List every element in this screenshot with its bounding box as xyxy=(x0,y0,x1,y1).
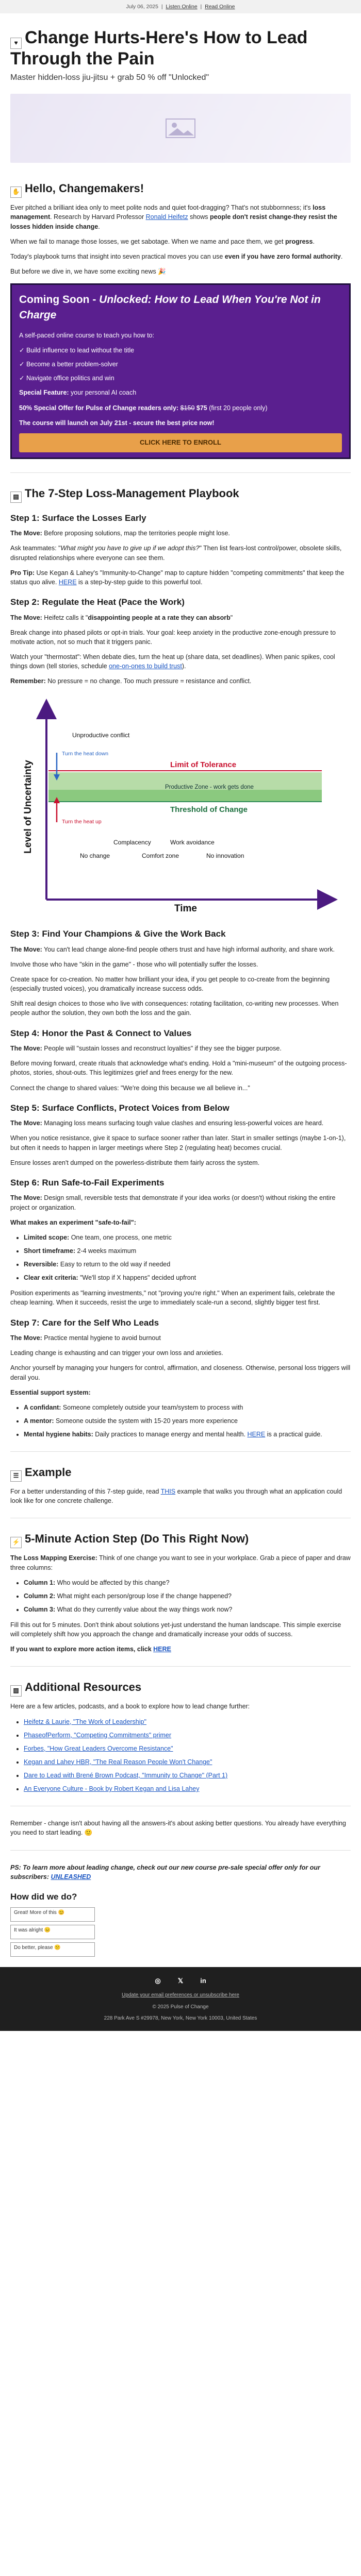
step-1-tip: Pro Tip: Use Kegan & Lahey's "Immunity-to-Change" map to capture hidden "competing commitments" that keep the status quo alive. HERE is a step-by-step guide to this powerful tool. xyxy=(10,569,344,586)
intro-heading: ✋ Hello, Changemakers! xyxy=(10,180,351,198)
step-2-heading: Step 2: Regulate the Heat (Pace the Work) xyxy=(10,597,185,607)
resource-link[interactable]: Dare to Lead with Brené Brown Podcast, "Immunity to Change" (Part 1) xyxy=(24,1772,228,1780)
intro-paragraph-3: Today's playbook turns that insight into seven practical moves you can use even if you have zero formal authority. xyxy=(10,252,343,260)
step-2-thermostat: Watch your "thermostat": When debate dies, turn the heat up (share data, set deadlines). When panic spikes, cool things down (tell stories, schedule one-on-ones to build trust). xyxy=(10,653,335,670)
action-paragraph: The Loss Mapping Exercise: Think of one change you want to see in your workplace. Grab a piece of paper and draw three columns: xyxy=(10,1554,351,1571)
step-3-paragraph: Involve those who have "skin in the game" - those who will potentially suffer the losses. xyxy=(10,960,258,968)
threshold-label: Threshold of Change xyxy=(170,805,248,815)
step-2-move: The Move: Heifetz calls it "disappointing people at a rate they can absorb" xyxy=(10,614,233,621)
step-7-paragraph: Anchor yourself by managing your hungers for control, affirmation, and closeness. Otherwise, personal loss triggers will derail you. xyxy=(10,1364,351,1381)
step-7-heading: Step 7: Care for the Self Who Leads xyxy=(10,1317,159,1328)
promo-special-feature: Special Feature: your personal AI coach xyxy=(19,389,137,397)
list-item xyxy=(24,1731,351,1740)
productive-zone-diagram xyxy=(10,696,351,912)
resource-link[interactable]: An Everyone Culture - Book by Robert Kegan and Lisa Lahey xyxy=(24,1785,200,1793)
step-7-move: The Move: Practice mental hygiene to avoid burnout xyxy=(10,1334,161,1342)
comfort-zone-label: Comfort zone xyxy=(142,852,179,860)
step-3-paragraph: Shift real design choices to those who live with consequences: rotating facilitation, co-writing new processes. When people author the solution, they own both the loss and the gain. xyxy=(10,1000,339,1017)
promo-launch: The course will launch on July 21st - secure the best price now! xyxy=(19,419,215,427)
copyright: © 2025 Pulse of Change xyxy=(152,2004,209,2010)
no-change-label: No change xyxy=(80,852,110,860)
step-4-paragraph: Before moving forward, create rituals that acknowledge what's ending. Hold a "mini-museum" of the outgoing process-photos, stories, shout-outs. This legitimizes grief and frees energy for the new. xyxy=(10,1060,347,1077)
page-subtitle: Master hidden-loss jiu-jitsu + grab 50 % off "Unlocked" xyxy=(10,73,209,82)
step-3-move: The Move: You can't lead change alone-find people others trust and have high informal authority, and share work. xyxy=(10,945,335,953)
step-7-support: Essential support system: xyxy=(10,1388,91,1396)
feedback-heading: How did we do? xyxy=(10,1891,77,1902)
linkedin-icon[interactable]: in xyxy=(200,1977,206,1985)
safe-to-fail-list xyxy=(10,1233,351,1283)
unproductive-label: Unproductive conflict xyxy=(72,732,130,739)
ps-paragraph: PS: To learn more about leading change, check out our new course pre-sale special offer only for our subscribers: UNLEASHED xyxy=(10,1863,320,1880)
list-item: • Clear exit criteria: "We'll stop if X happens" decided upfront xyxy=(24,1273,351,1282)
one-on-ones-link[interactable]: one-on-ones to build trust xyxy=(109,663,182,670)
heart-icon: ♥ xyxy=(10,38,22,49)
action-paragraph-2: Fill this out for 5 minutes. Don't think about solutions yet-just understand the human landscape. This simple exercise will completely shift how you approach the change and dramatically increase your odds of success. xyxy=(10,1621,341,1638)
promo-benefit: ✓ Build influence to lead without the title xyxy=(19,347,135,354)
x-axis-label: Time xyxy=(174,903,198,913)
promo-benefit: ✓ Become a better problem-solver xyxy=(19,361,118,368)
step-1-ask: Ask teammates: "What might you have to give up if we adopt this?" Then list fears-lost control/power, obsolete skills, disrupted relationships where everyone can see them. xyxy=(10,545,342,562)
productive-zone-lower xyxy=(48,790,322,801)
list-item: • Short timeframe: 2-4 weeks maximum xyxy=(24,1246,351,1256)
step-1-heading: Step 1: Surface the Losses Early xyxy=(10,513,146,523)
columns-list xyxy=(10,1578,351,1614)
divider xyxy=(10,1850,351,1851)
heat-down-label: Turn the heat down xyxy=(62,751,109,757)
feedback-option-alright[interactable]: It was alright 😐 xyxy=(10,1925,95,1939)
immunity-guide-link[interactable]: HERE xyxy=(58,578,77,586)
intro-paragraph-2: When we fail to manage those losses, we get sabotage. When we name and pace them, we get progress. xyxy=(10,238,315,245)
support-system-list xyxy=(10,1403,351,1439)
intro-paragraph-4: But before we dive in, we have some exciting news 🎉 xyxy=(10,267,166,275)
promo-intro: A self-paced online course to teach you how to: xyxy=(19,331,154,339)
step-2-remember: Remember: No pressure = no change. Too much pressure = resistance and conflict. xyxy=(10,677,252,685)
separator: | xyxy=(161,4,163,10)
step-5-paragraph: When you notice resistance, give it space to surface sooner rather than later. Start in smaller settings (maybe 1-on-1), but often it needs to happen in larger meetings where Step 2 (regulating heat) becomes crucial. xyxy=(10,1134,346,1151)
course-promo-callout xyxy=(10,283,351,459)
promo-heading: Coming Soon - Unlocked: How to Lead When You're Not in Charge xyxy=(19,294,321,321)
limit-label: Limit of Tolerance xyxy=(170,760,237,770)
example-paragraph: For a better understanding of this 7-step guide, read THIS example that walks you through what an application could look like for one concrete challenge. xyxy=(10,1488,342,1505)
mailing-address: 228 Park Ave S #29978, New York, New York 10003, United States xyxy=(104,2015,257,2022)
list-item: • A mentor: Someone outside the system with 15-20 years more experience xyxy=(24,1416,351,1426)
x-icon[interactable]: 𝕏 xyxy=(177,1977,184,1985)
list-item: • Mental hygiene habits: Daily practices to manage energy and mental health. HERE is a practical guide. xyxy=(24,1430,351,1439)
list-item: • Column 2: What might each person/group lose if the change happened? xyxy=(24,1591,351,1601)
list-item: • Limited scope: One team, one process, one metric xyxy=(24,1233,351,1242)
list-item: • A confidant: Someone completely outside your team/system to process with xyxy=(24,1403,351,1412)
mental-hygiene-link[interactable]: HERE xyxy=(247,1431,266,1438)
step-5-paragraph: Ensure losses aren't dumped on the powerless-distribute them fairly across the system. xyxy=(10,1159,260,1166)
step-6-heading: Step 6: Run Safe-to-Fail Experiments xyxy=(10,1177,165,1188)
list-item xyxy=(24,1744,351,1753)
resources-list xyxy=(10,1717,351,1794)
unleashed-link[interactable]: UNLEASHED xyxy=(51,1873,91,1880)
step-2-paragraph: Break change into phased pilots or opt-in trials. Your goal: keep anxiety in the productive zone-enough pressure to motivate action, not so much that it triggers panic. xyxy=(10,629,336,646)
step-4-paragraph: Connect the change to shared values: "We're doing this because we all believe in..." xyxy=(10,1084,250,1092)
listen-online-link[interactable]: Listen Online xyxy=(166,4,198,10)
step-7-paragraph: Leading change is exhausting and can trigger your own loss and anxieties. xyxy=(10,1349,223,1357)
list-item xyxy=(24,1784,351,1793)
lightning-icon: ⚡ xyxy=(10,1537,22,1548)
divider xyxy=(10,472,351,473)
action-heading: ⚡ 5-Minute Action Step (Do This Right Now) xyxy=(10,1531,351,1548)
resources-intro: Here are a few articles, podcasts, and a book to explore how to lead change further: xyxy=(10,1703,250,1710)
email-preferences-link[interactable]: Update your email preferences or unsubscribe here xyxy=(122,1992,239,1998)
resource-link[interactable]: PhaseofPerform, "Competing Commitments" primer xyxy=(24,1731,172,1739)
adaptive-change-diagram xyxy=(10,696,351,916)
example-link[interactable]: THIS xyxy=(160,1488,176,1496)
hero-banner xyxy=(10,94,351,163)
list-item: • Column 3: What do they currently value about the way things work now? xyxy=(24,1605,351,1614)
action-items-link[interactable]: HERE xyxy=(153,1646,171,1653)
separator: | xyxy=(200,4,202,10)
book-icon: ▤ xyxy=(10,492,22,503)
footer xyxy=(0,1967,361,2031)
resource-link[interactable]: Forbes, "How Great Leaders Overcome Resistance" xyxy=(24,1744,173,1752)
feedback-option-better[interactable]: Do better, please 😕 xyxy=(10,1942,95,1957)
heifetz-link[interactable]: Ronald Heifetz xyxy=(145,213,188,221)
promo-benefit: ✓ Navigate office politics and win xyxy=(19,375,114,382)
divider xyxy=(10,1451,351,1452)
work-avoidance-label: Work avoidance xyxy=(170,839,215,846)
remember-paragraph: Remember - change isn't about having all the answers-it's about asking better questions. You already have everything you need to start leading. 🙂 xyxy=(10,1820,346,1837)
books-icon: ▥ xyxy=(10,1685,22,1697)
step-1-move: The Move: Before proposing solutions, map the territories people might lose. xyxy=(10,530,230,537)
step-6-paragraph: Position experiments as "learning investments," not "proving you're right." When an experiment fails, celebrate the cheap learning. When it succeeds, resist the urge to immediately scale-run a second, slightly bigger test first. xyxy=(10,1290,335,1307)
enroll-button[interactable]: CLICK HERE TO ENROLL xyxy=(19,433,342,452)
resource-link[interactable]: Kegan and Lahey HBR, "The Real Reason People Won't Change" xyxy=(24,1758,212,1766)
step-5-move: The Move: Managing loss means surfacing tough value clashes and ensuring less-powerful voices are heard. xyxy=(10,1120,324,1127)
heat-up-label: Turn the heat up xyxy=(62,819,102,825)
image-placeholder-icon xyxy=(165,118,196,139)
step-3-paragraph: Create space for co-creation. No matter how brilliant your idea, if you get people to co-create from the beginning (especially trusted voices), you dramatically increase success odds. xyxy=(10,976,330,993)
step-5-heading: Step 5: Surface Conflicts, Protect Voices from Below xyxy=(10,1103,229,1113)
list-item xyxy=(24,1771,351,1780)
y-axis-label: Level of Uncertainty xyxy=(23,760,34,854)
list-item xyxy=(24,1717,351,1726)
wave-hand-icon: ✋ xyxy=(10,187,22,198)
complacency-label: Complacency xyxy=(113,839,151,846)
list-item: • Column 1: Who would be affected by this change? xyxy=(24,1578,351,1587)
no-innovation-label: No innovation xyxy=(206,852,244,860)
resource-link[interactable]: Heifetz & Laurie, "The Work of Leadership" xyxy=(24,1718,146,1725)
step-3-heading: Step 3: Find Your Champions & Give the Work Back xyxy=(10,929,226,939)
divider xyxy=(10,1666,351,1667)
top-bar xyxy=(0,0,361,13)
read-online-link[interactable]: Read Online xyxy=(205,4,235,10)
step-4-move: The Move: People will "sustain losses and reconstruct loyalties" if they see the bigger purpose. xyxy=(10,1045,282,1053)
issue-date: July 06, 2025 xyxy=(126,4,158,10)
intro-paragraph: Ever pitched a brilliant idea only to meet polite nods and quiet foot-dragging? That's not stubbornness; it's loss management. Research by Harvard Professor Ronald Heifetz shows people don't resist change-they resist the losses hidden inside change. xyxy=(10,204,337,230)
clipboard-icon: ☰ xyxy=(10,1470,22,1482)
social-links xyxy=(0,1976,361,1986)
promo-offer: 50% Special Offer for Pulse of Change readers only: $150 $75 (first 20 people only) xyxy=(19,404,268,412)
promo-benefits-list xyxy=(19,346,342,383)
page-title: ♥ Change Hurts-Here's How to Lead Through the Pain xyxy=(10,28,308,69)
list-item xyxy=(24,1757,351,1767)
action-paragraph-3: If you want to explore more action items, click HERE xyxy=(10,1646,171,1653)
playbook-heading: ▤ The 7-Step Loss-Management Playbook xyxy=(10,485,351,503)
productive-label: Productive Zone - work gets done xyxy=(165,784,254,791)
example-heading: ☰ Example xyxy=(10,1464,351,1482)
list-item: • Reversible: Easy to return to the old way if needed xyxy=(24,1260,351,1269)
step-6-move: The Move: Design small, reversible tests that demonstrate if your idea works (or doesn't) without risking the entire project or organization. xyxy=(10,1194,336,1211)
step-4-heading: Step 4: Honor the Past & Connect to Values xyxy=(10,1028,192,1038)
feedback-option-great[interactable]: Great! More of this 😊 xyxy=(10,1907,95,1922)
step-6-what: What makes an experiment "safe-to-fail": xyxy=(10,1218,136,1226)
instagram-icon[interactable]: ◎ xyxy=(155,1977,161,1985)
resources-heading: ▥ Additional Resources xyxy=(10,1679,351,1697)
